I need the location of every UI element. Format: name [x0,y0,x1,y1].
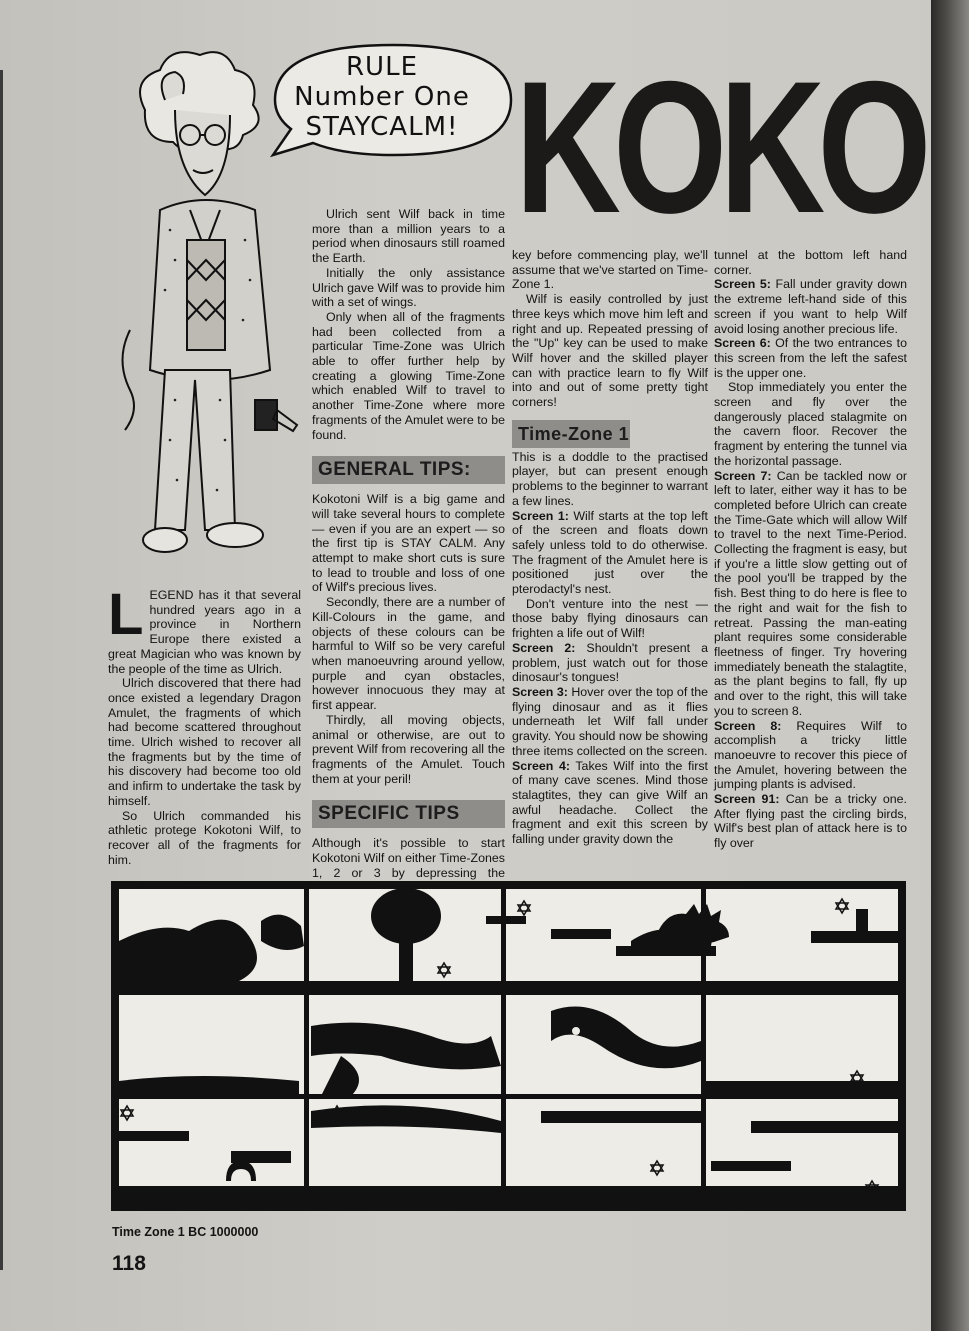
col2-paragraph-1: Ulrich sent Wilf back in time more than a million years to a period when dinosaurs still roamed the Earth. [312,207,505,266]
column-2 [312,207,505,895]
screen-8-label: Screen 8: [714,718,782,733]
screen-1-text: Wilf starts at the top left of the screen and floats down safely unless told to do otherwise. The fragment of the Amulet here is positioned just over the pterodactyl's nest. [512,508,709,597]
screen-2-tip [512,641,708,685]
time-zone-map [111,881,906,1211]
screen-2-label: Screen 2: [512,640,576,655]
screen-7-text: Can be tackled now or left to later, either way it has to be completed before Ulrich can create the Time-Gate which will allow Wilf to travel to the next Time-Period. Collecting the fragment is easy, but if you're a little slow getting out of the pool you'll be trapped by the fish. Best thing to do here is flee to the right and wait for the fish to retreat. Passing the man-eating plant requires some considerable fleetness of finger. Try hovering immediately beneath the stalagtite, as the plant begins to fall, fly up and over to the right, this will take you to screen 8. [714,468,908,718]
col1-paragraph-2: Ulrich discovered that there had once existed a legendary Dragon Amulet, the fragments of which had become scattered throughout time. Ulrich wished to recover all the fragments but by the time of his discovery had become too old and infirm to undertake the task by himself. [108,676,301,808]
screen-6-tip [714,336,907,380]
screen-4-label: Screen 4: [512,758,570,773]
col2-paragraph-4: Kokotoni Wilf is a big game and will take several hours to complete — even if you are an expert — so the first tip is STAY CALM. Any attempt to make short cuts is sure to lead to trouble and loss of one of Wilf's precious lives. [312,492,505,595]
col1-paragraph-3: So Ulrich commanded his athletic protege Kokotoni Wilf, to recover all of the fragments for him. [108,808,301,867]
drop-cap: L [108,582,144,647]
col2-paragraph-2: Initially the only assistance Ulrich gave Wilf was to provide him with a set of wings. [312,265,505,310]
col2-paragraph-3: Only when all of the fragments had been collected from a particular Time-Zone was Ulrich able to offer further help by creating a glowing Time-Zone which enabled Wilf to travel to another Time-Zone where more fragments of the Amulet were to be found. [312,309,505,442]
col3-paragraph-2: Wilf is easily controlled by just three keys which move him left and right and up. Repeated pressing of the "Up" key can be used to make Wilf hover and the skilled player can with practice learn to fly Wilf into and out of some pretty tight corners! [512,292,708,410]
screen-4-text: Takes Wilf into the first of many cave scenes. Mind those stalagtites, they can give Wilf an awful headache. Collect the fragment and exit this screen by falling under gravity down the [512,758,708,847]
screen-4-tip [512,759,708,847]
screen-91-text: Can be a tricky one. After flying past the circling birds, Wilf's best plan of attack here is to fly over [714,792,908,851]
screen-7-label: Screen 7: [714,468,772,483]
screen-91-label: Screen 91: [714,792,780,807]
specific-tips-heading: SPECIFIC TIPS [312,800,505,828]
page-edge [0,70,3,1270]
book-spine [931,0,969,1331]
article-title: KOKO [515,42,924,252]
general-tips-heading: GENERAL TIPS: [312,456,505,484]
page-number: 118 [112,1252,146,1275]
col3-paragraph-1: key before commencing play, we'll assume that we've started on Time-Zone 1. [512,248,708,292]
screen-6-text: Of the two entrances to this screen from the left the safest is the upper one. [714,336,907,380]
screen-8-text: Requires Wilf to accomplish a tricky little manoeuvre to recover this piece of the Amulet, hovering between the jumping plants is advised. [714,718,907,792]
col2-paragraph-7: Although it's possible to start Kokotoni Wilf on either Time-Zones 1, 2 or 3 by depressing the [312,836,505,880]
col2-paragraph-5: Secondly, there are a number of Kill-Colours in the game, and objects of these colours can be harmful to Wilf so be very careful when manoeuvring around yellow, purple and cyan obstacles, however innocuous they may at first appear. [312,595,505,713]
col3-paragraph-3: This is a doddle to the practised player, but can present enough problems to the beginner to warrant a few lines. [512,449,708,508]
map-caption: Time Zone 1 BC 1000000 [112,1225,259,1239]
screen-8-tip [714,719,907,793]
column-4 [714,248,907,851]
screen-5-label: Screen 5: [714,277,771,292]
screen-7-tip [714,469,907,719]
bubble-line-3: STAYCALM! [305,112,459,142]
screen-5-tip [714,277,907,336]
bubble-line-2: Number One [294,82,470,112]
col3-paragraph-4: Don't venture into the nest — those baby flying dinosaurs can frighten a life out of Wilf! [512,596,708,641]
col2-paragraph-6: Thirdly, all moving objects, animal or otherwise, are out to prevent Wilf from recovering all the fragments of the Amulet. Touch them at your peril! [312,712,505,786]
screen-5-text: Fall under gravity down the extreme left-hand side of this screen if you want to help Wilf avoid losing another precious life. [714,277,907,336]
col4-paragraph-1: tunnel at the bottom left hand corner. [714,248,907,277]
col4-paragraph-2: Stop immediately you enter the screen and fly over the dangerously placed stalagmite on the cavern floor. Recover the fragment by entering the tunnel via the horizontal passage. [714,380,907,468]
column-1 [108,582,301,867]
col1-paragraph-1: EGEND has it that several hundred years ago in a province in Northern Europe there existed a great Magician who was known by the people of the time as Ulrich. [108,588,301,676]
bubble-text [262,52,502,142]
screen-3-label: Screen 3: [512,684,568,699]
screen-3-tip [512,685,708,759]
screen-91-tip [714,792,907,851]
screen-3-text: Hover over the top of the flying dinosaur and as it flies underneath let Wilf fall under gravity. You should now be showing three items collected on the screen. [512,684,708,758]
screen-6-label: Screen 6: [714,336,771,351]
time-zone-1-heading: Time-Zone 1 [512,420,630,448]
bubble-line-1: RULE [345,52,418,82]
screen-1-tip [512,509,708,597]
column-3 [512,248,708,847]
screen-1-label: Screen 1: [512,508,569,523]
screen-2-text: Shouldn't present a problem, just watch out for those dinosaur's tongues! [512,640,708,685]
